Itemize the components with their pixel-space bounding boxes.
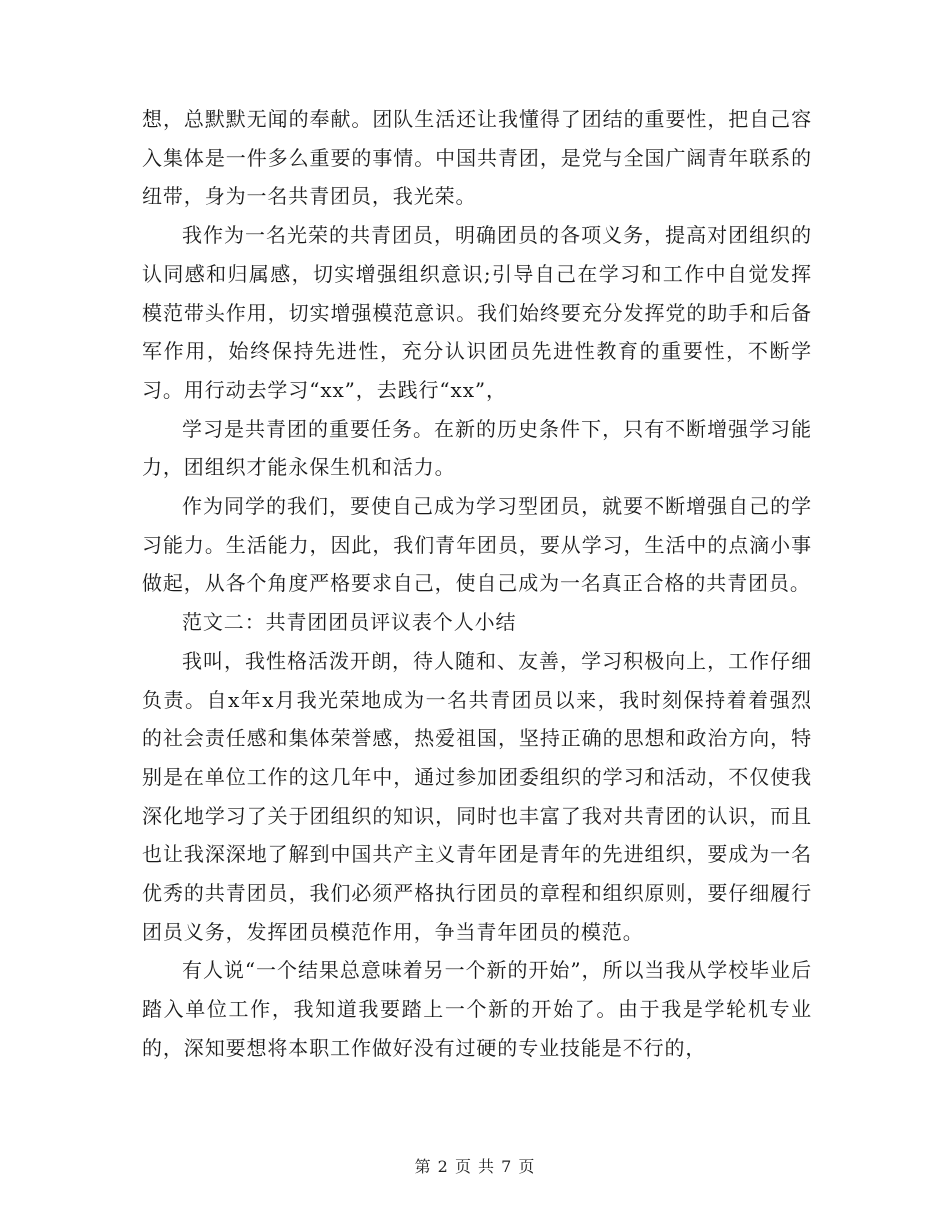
page-footer: 第 2 页 共 7 页 — [414, 1157, 536, 1176]
paragraph-4: 作为同学的我们，要使自己成为学习型团员，就要不断增强自己的学习能力。生活能力，因此，我们青年团员，要从学习，生活中的点滴小事做起，从各个角度严格要求自己，使自己成为一名真正合格的共青团员。 — [142, 494, 812, 596]
section-heading: 范文二：共青团团员评议表个人小结 — [182, 610, 517, 635]
paragraph-6: 我叫，我性格活泼开朗，待人随和、友善，学习积极向上，工作仔细负责。自x年x月我光荣地成为一名共青团员以来，我时刻保持着着强烈的社会责任感和集体荣誉感，热爱祖国，坚持正确的思想和政治方向，特别是在单位工作的这几年中，通过参加团委组织的学习和活动，不仅使我深化地学习了关于团组织的知识，同时也丰富了我对共青团的认识，而且也让我深深地了解到中国共产主义青年团是青年的先进组织，要成为一名优秀的共青团员，我们必须严格执行团员的章程和组织原则，要仔细履行团员义务，发挥团员模范作用，争当青年团员的模范。 — [142, 648, 812, 944]
document-body — [142, 100, 812, 1068]
paragraph-7: 有人说“一个结果总意味着另一个新的开始”，所以当我从学校毕业后踏入单位工作，我知道我要踏上一个新的开始了。由于我是学轮机专业的，深知要想将本职工作做好没有过硬的专业技能是不行的， — [142, 958, 812, 1060]
paragraph-3: 学习是共青团的重要任务。在新的历史条件下，只有不断增强学习能力，团组织才能永保生机和活力。 — [142, 416, 812, 480]
paragraph-2: 我作为一名光荣的共青团员，明确团员的各项义务，提高对团组织的认同感和归属感，切实增强组织意识;引导自己在学习和工作中自觉发挥模范带头作用，切实增强模范意识。我们始终要充分发挥党的助手和后备军作用，始终保持先进性，充分认识团员先进性教育的重要性，不断学习。用行动去学习“xx”，去践行“xx”， — [142, 223, 812, 402]
paragraph-1: 想，总默默无闻的奉献。团队生活还让我懂得了团结的重要性，把自己容入集体是一件多么重要的事情。中国共青团，是党与全国广阔青年联系的纽带，身为一名共青团员，我光荣。 — [142, 107, 812, 209]
